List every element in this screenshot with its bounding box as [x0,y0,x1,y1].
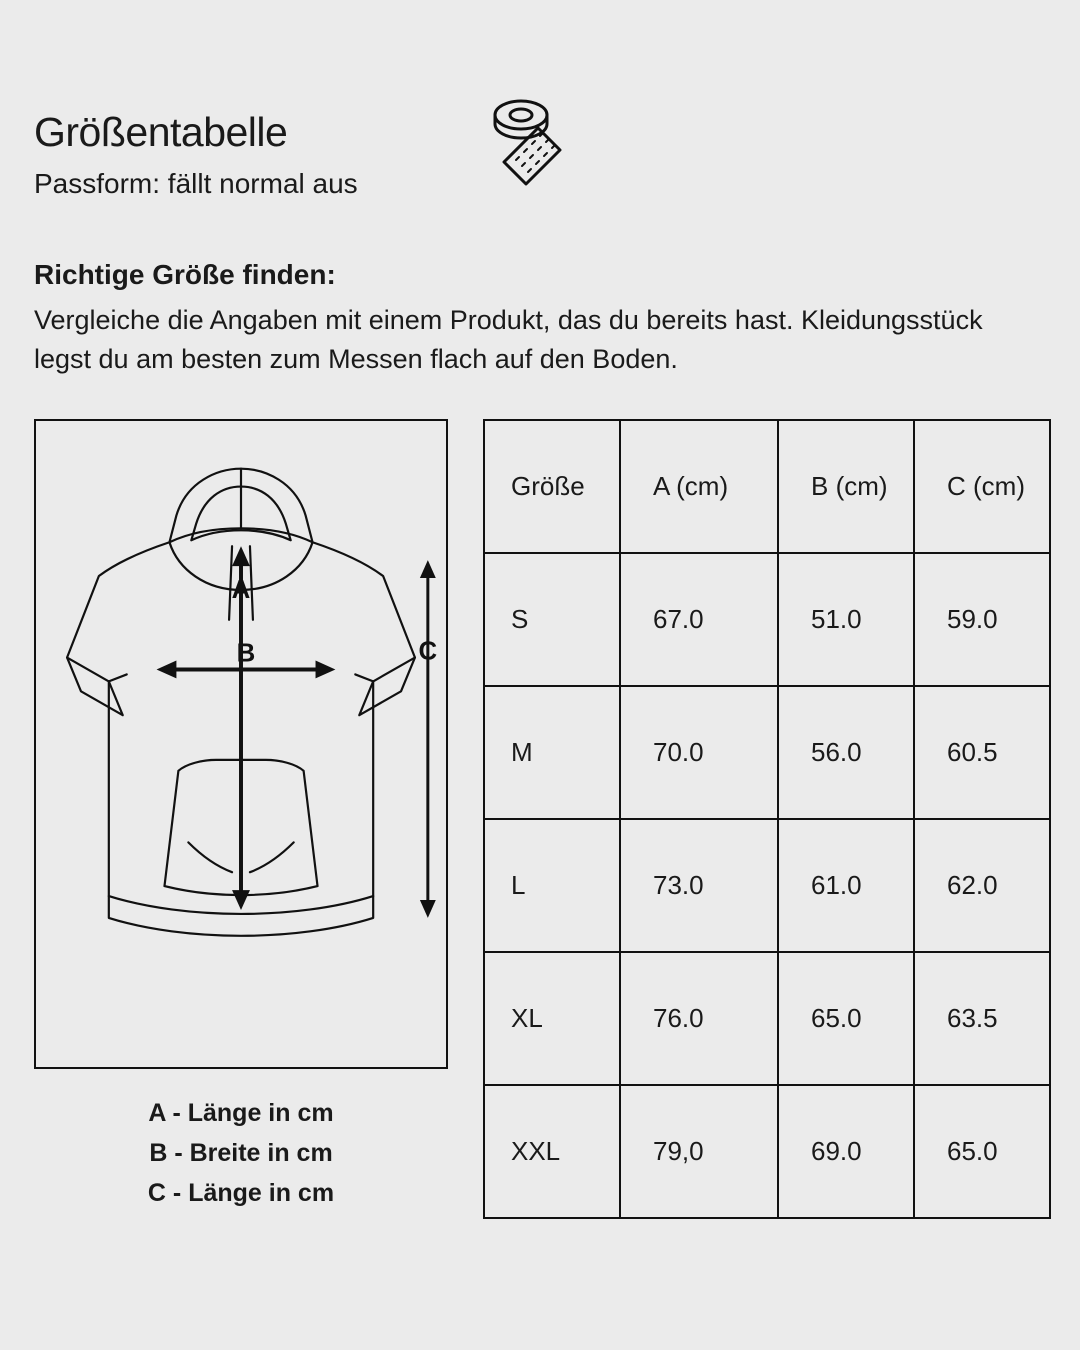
table-row [484,553,1050,686]
cell-c: 63.5 [914,952,1050,1085]
table-column [483,419,1051,1219]
legend-item-c: C - Länge in cm [147,1178,335,1207]
label-c: C [418,637,438,666]
table-row [484,1085,1050,1218]
cell-size: L [484,819,620,952]
table-header-row [484,420,1050,553]
cell-a: 79,0 [620,1085,778,1218]
cell-c: 62.0 [914,819,1050,952]
cell-b: 56.0 [778,686,914,819]
size-table [483,419,1051,1219]
cell-b: 65.0 [778,952,914,1085]
cell-c: 59.0 [914,553,1050,686]
header-size: Größe [484,420,620,553]
table-row [484,952,1050,1085]
cell-b: 51.0 [778,553,914,686]
cell-c: 65.0 [914,1085,1050,1218]
intro-heading: Richtige Größe finden: [34,258,336,290]
table-row [484,686,1050,819]
figure-column [34,419,448,1213]
cell-a: 73.0 [620,819,778,952]
cell-size: XXL [484,1085,620,1218]
label-a: A [231,575,251,604]
cell-c: 60.5 [914,686,1050,819]
legend-item-a: A - Länge in cm [148,1098,334,1127]
header [34,110,1040,201]
cell-size: M [484,686,620,819]
intro-block [34,259,1040,379]
legend-item-b: B - Breite in cm [149,1138,333,1167]
content-row [34,419,1040,1219]
cell-size: S [484,553,620,686]
table-row [484,819,1050,952]
cell-b: 61.0 [778,819,914,952]
cell-b: 69.0 [778,1085,914,1218]
cell-a: 76.0 [620,952,778,1085]
cell-a: 70.0 [620,686,778,819]
header-a: A (cm) [620,420,778,553]
measuring-tape-icon [474,88,584,198]
label-b: B [236,639,256,668]
page-title: Größentabelle [34,109,288,155]
cell-a: 67.0 [620,553,778,686]
header-c: C (cm) [914,420,1050,553]
hoodie-diagram [34,419,448,1069]
intro-text: Vergleiche die Angaben mit einem Produkt, das du bereits hast. Kleidungsstück legst du am besten zum Messen flach auf den Boden. [34,304,983,374]
header-b: B (cm) [778,420,914,553]
cell-size: XL [484,952,620,1085]
fit-subtitle: Passform: fällt normal aus [34,168,358,200]
legend [34,1093,448,1213]
